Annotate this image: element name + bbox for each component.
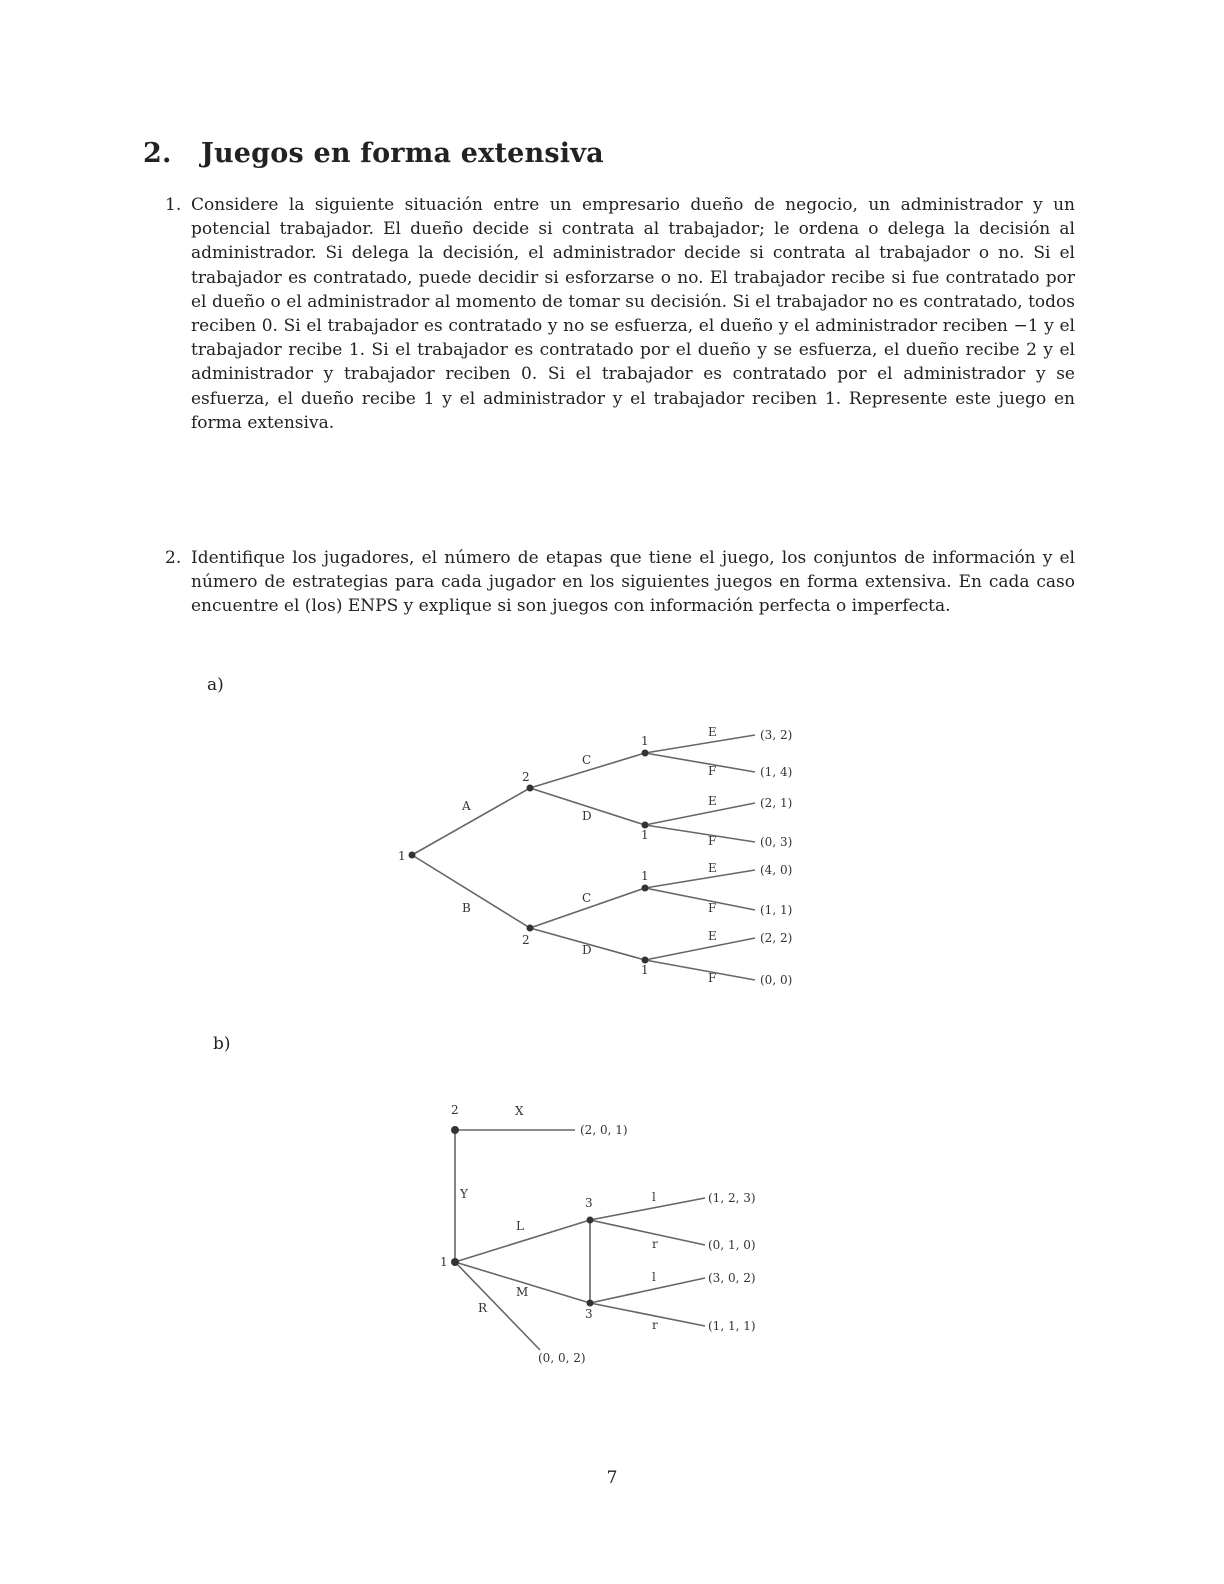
node-label: 3 (585, 1307, 593, 1321)
payoff: (2, 1) (760, 796, 793, 810)
action-label: C (582, 753, 592, 767)
decision-node (642, 885, 649, 892)
edge (530, 753, 645, 788)
edge (645, 960, 755, 980)
edge (645, 870, 755, 888)
node-label: 1 (641, 828, 649, 842)
decision-node (527, 925, 534, 932)
edge (455, 1262, 590, 1303)
edge (645, 735, 755, 753)
payoff: (0, 0) (760, 973, 793, 987)
payoff: (2, 0, 1) (580, 1123, 628, 1137)
action-label: E (708, 861, 717, 875)
edge (412, 788, 530, 855)
node-label: 1 (641, 963, 649, 977)
edge (645, 803, 755, 825)
edge (645, 888, 755, 910)
exercise-2 (165, 546, 1075, 619)
action-label: r (652, 1318, 658, 1332)
action-label: R (478, 1301, 488, 1315)
decision-node (451, 1126, 459, 1134)
decision-node (587, 1300, 594, 1307)
payoff: (3, 0, 2) (708, 1271, 756, 1285)
node-label: 1 (398, 849, 406, 863)
node-label: 1 (641, 734, 649, 748)
payoff: (1, 4) (760, 765, 793, 779)
edge (590, 1198, 705, 1220)
payoff: (3, 2) (760, 728, 793, 742)
decision-node (527, 785, 534, 792)
action-label: l (652, 1270, 656, 1284)
decision-node (642, 957, 649, 964)
decision-node (587, 1217, 594, 1224)
action-label: D (582, 809, 592, 823)
action-label: M (516, 1285, 529, 1299)
payoff: (0, 1, 0) (708, 1238, 756, 1252)
figure-b-label: b) (213, 1034, 231, 1054)
decision-node (409, 852, 416, 859)
action-label: l (652, 1190, 656, 1204)
payoff: (0, 3) (760, 835, 793, 849)
edge (530, 888, 645, 928)
node-label: 3 (585, 1196, 593, 1210)
figure-a-label: a) (207, 675, 224, 695)
exercise-marker: 2. (165, 548, 182, 568)
edge (530, 928, 645, 960)
action-label: F (708, 834, 717, 848)
edge (455, 1262, 540, 1350)
action-label: L (516, 1219, 524, 1233)
section-title: Juegos en forma extensiva (201, 138, 604, 169)
exercise-marker: 1. (165, 195, 182, 215)
exercise-1 (165, 193, 1075, 435)
exercise-text: Identifique los jugadores, el número de etapas que tiene el juego, los conjuntos de información y el número de estrategias para cada jugador en los siguientes juegos en forma extensiva. En cada caso encuentre el (los) ENPS y explique si son juegos con información perfecta o imperfecta. (191, 548, 1075, 617)
node-label: 2 (522, 770, 530, 784)
payoff: (2, 2) (760, 931, 793, 945)
decision-node (642, 750, 649, 757)
page-number: 7 (606, 1468, 618, 1488)
payoff: (0, 0, 2) (538, 1351, 586, 1365)
action-label: C (582, 891, 592, 905)
payoff: (1, 1, 1) (708, 1319, 756, 1333)
action-label: E (708, 725, 717, 739)
edge (590, 1278, 705, 1303)
action-label: B (462, 901, 471, 915)
action-label: F (708, 901, 717, 915)
edge (530, 788, 645, 825)
exercise-text: Considere la siguiente situación entre un empresario dueño de negocio, un administrador y un potencial trabajador. El dueño decide si contrata al trabajador; le ordena o delega la decisión al administrador. Si delega la decisión, el administrador decide si contrata al trabajador o no. Si el trabajador es contratado, puede decidir si esforzarse o no. El trabajador recibe si fue contratado por el dueño o el administrador al momento de tomar su decisión. Si el trabajador no es contratado, todos reciben 0. Si el trabajador es contratado y no se esfuerza, el dueño y el administrador reciben −1 y el trabajador recibe 1. Si el trabajador es contratado por el dueño y se esfuerza, el dueño recibe 2 y el administrador y trabajador reciben 0. Si el trabajador es contratado por el administrador y se esfuerza, el dueño recibe 1 y el administrador y el trabajador reciben 1. Represente este juego en forma extensiva. (191, 195, 1075, 433)
section-number: 2. (143, 138, 172, 169)
edge (645, 753, 755, 772)
node-label: 2 (522, 933, 530, 947)
node-label: 1 (440, 1255, 448, 1269)
section-heading (143, 138, 604, 169)
decision-node (451, 1258, 459, 1266)
node-label: 2 (451, 1103, 459, 1117)
edge (412, 855, 530, 928)
payoff: (1, 2, 3) (708, 1191, 756, 1205)
action-label: Y (460, 1187, 468, 1201)
decision-node (642, 822, 649, 829)
edge (455, 1220, 590, 1262)
action-label: F (708, 971, 717, 985)
node-label: 1 (641, 869, 649, 883)
action-label: A (462, 799, 471, 813)
action-label: E (708, 929, 717, 943)
edge (645, 938, 755, 960)
edge (590, 1220, 705, 1245)
action-label: E (708, 794, 717, 808)
action-label: r (652, 1237, 658, 1251)
edge (645, 825, 755, 842)
edge (590, 1303, 705, 1326)
payoff: (1, 1) (760, 903, 793, 917)
payoff: (4, 0) (760, 863, 793, 877)
action-label: D (582, 943, 592, 957)
action-label: X (515, 1104, 524, 1118)
action-label: F (708, 764, 717, 778)
